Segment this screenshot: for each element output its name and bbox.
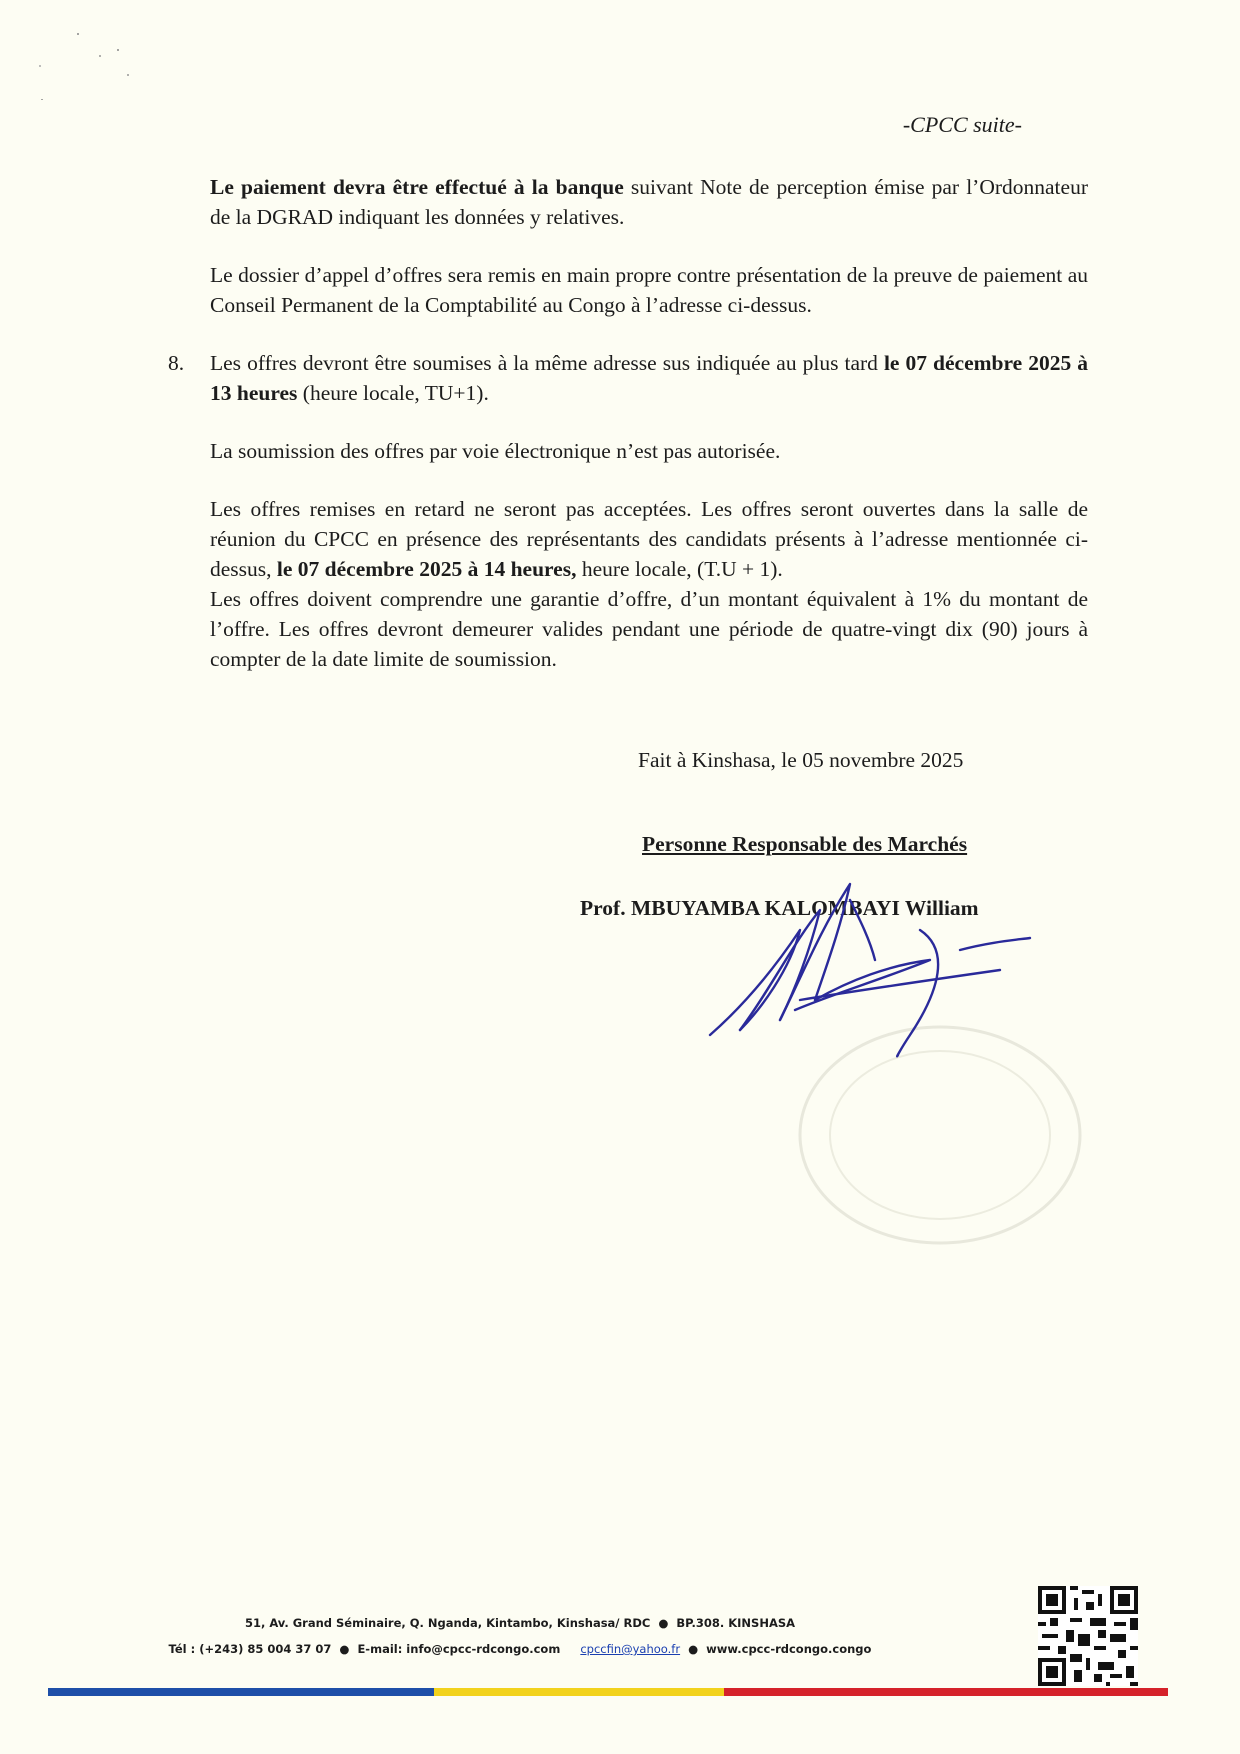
handwritten-signature [700,870,1040,1070]
signatory-name: Prof. MBUYAMBA KALOMBAYI William [580,896,979,920]
payment-rest: suivant Note de perception émise par l’Ordonnateur de la DGRAD indiquant les données y relatives. [210,175,1088,229]
paragraph-payment [210,172,1088,232]
footer-address-line [0,1616,1040,1630]
footer-email-yahoo[interactable]: cpccfin@yahoo.fr [580,1642,681,1656]
opening-date: le 07 décembre 2025 à 14 heures, [276,557,577,581]
body-text [168,172,1089,702]
submission-text-a: Les offres devront être soumises à la même adresse sus indiquée au plus tard [210,351,884,375]
submission-text-b: (heure locale, TU+1). [297,381,489,405]
bullet-icon: ● [658,1616,669,1630]
footer-tel: Tél : (+243) 85 004 37 07 [168,1642,332,1656]
qr-code-icon [1038,1586,1138,1686]
band-blue [48,1688,434,1696]
payment-bold: Le paiement devra être effectué à la banque [210,175,624,199]
band-red [724,1688,1168,1696]
paragraph-dossier: Le dossier d’appel d’offres sera remis en main propre contre présentation de la preuve de paiement au Conseil Permanent de la Comptabilité au Congo à l’adresse ci-dessus. [210,263,1088,317]
place-date: Fait à Kinshasa, le 05 novembre 2025 [638,748,964,772]
item-number: 8. [168,351,185,375]
footer-bp: BP.308. KINSHASA [676,1616,796,1630]
national-color-band [48,1688,1168,1696]
continuation-header: -CPCC suite- [902,112,1022,137]
footer-website[interactable]: www.cpcc-rdcongo.congo [706,1642,872,1656]
opening-text-a: Les offres remises en retard ne seront pas acceptées. Les offres seront ouvertes dans la salle de réunion du CPCC en présence des représentants des candidats présents à l’adresse mentionnée ci-dessus, [210,497,1088,581]
footer-address: 51, Av. Grand Séminaire, Q. Nganda, Kintambo, Kinshasa/ RDC [244,1616,651,1630]
submission-deadline: le 07 décembre 2025 à 13 heures [210,351,1089,405]
paragraph-electronic: La soumission des offres par voie électronique n’est pas autorisée. [210,439,781,463]
footer-email[interactable]: E-mail: info@cpcc-rdcongo.com [357,1642,561,1656]
band-yellow [434,1688,724,1696]
bullet-icon: ● [688,1642,699,1656]
scan-specks [30,20,130,100]
paragraph-8-submission [168,348,1089,408]
footer-contact-line [0,1642,1040,1656]
bullet-icon: ● [339,1642,350,1656]
opening-text-b: heure locale, (T.U + 1). [576,557,783,581]
signatory-title: Personne Responsable des Marchés [642,832,968,856]
paragraph-opening [210,494,1088,584]
paragraph-guarantee: Les offres doivent comprendre une garantie d’offre, d’un montant équivalent à 1% du montant de l’offre. Les offres devront demeurer valides pendant une période de quatre-vingt dix (90) jours à compter de la date limite de soumission. [210,587,1088,671]
